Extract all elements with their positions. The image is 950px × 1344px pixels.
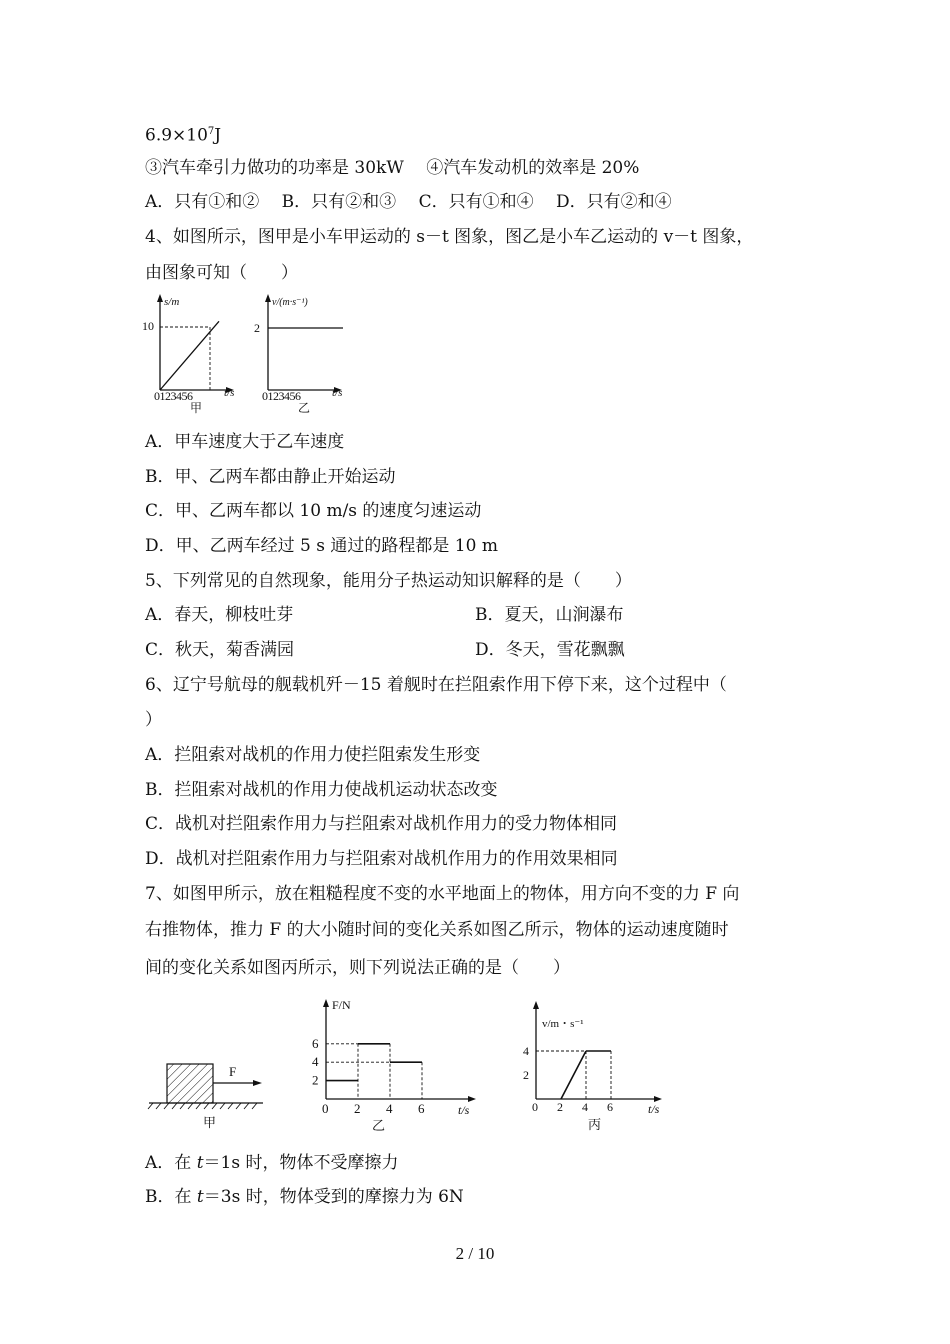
q6-option-c: C．战机对拦阻索作用力与拦阻索对战机作用力的受力物体相同 xyxy=(145,814,618,834)
q6-option-d: D．战机对拦阻索作用力与拦阻索对战机作用力的作用效果相同 xyxy=(145,849,618,869)
q4-jia-ytick: 10 xyxy=(142,319,154,333)
q7-yi-ytick-4: 4 xyxy=(312,1054,319,1070)
q7-stem-line1: 7、如图甲所示，放在粗糙程度不变的水平地面上的物体，用方向不变的力 F 向 xyxy=(145,884,740,904)
q7-bing-segment xyxy=(561,1051,586,1099)
q4-yi-ylabel: v/(m·s⁻¹) xyxy=(272,297,308,308)
q7-yi-y-arrow xyxy=(323,999,329,1007)
q6-stem-line1: 6、辽宁号航母的舰载机歼－15 着舰时在拦阻索作用下停下来，这个过程中（ xyxy=(145,675,727,695)
q7-bing-caption: 丙 xyxy=(588,1117,602,1132)
q4-yi-xlabel: t/s xyxy=(332,387,343,399)
q7-bing-xtick-6: 6 xyxy=(607,1100,613,1114)
q3-continuation xyxy=(145,121,221,147)
q7-block xyxy=(167,1064,213,1103)
q5-option-d: D．冬天，雪花飘飘 xyxy=(475,640,625,660)
q7-option-a xyxy=(145,1152,398,1174)
q4-yi-ytick: 2 xyxy=(254,321,260,335)
q3-cont-unit: J xyxy=(214,125,222,146)
q7-option-b-prefix: B．在 xyxy=(145,1187,197,1207)
q4-jia-caption: 甲 xyxy=(190,401,203,415)
q7-yi-caption: 乙 xyxy=(372,1118,386,1133)
q7-yi-xtick-2: 2 xyxy=(354,1101,361,1116)
q4-jia-y-arrow xyxy=(157,294,163,302)
page-number: 2 / 10 xyxy=(455,1244,495,1263)
q7-bing-ytick-4: 4 xyxy=(523,1044,529,1058)
q4-yi-xticks: 0123456 xyxy=(262,389,301,403)
q4-option-b: B．甲、乙两车都由静止开始运动 xyxy=(145,467,396,487)
q3-cont-exponent: 7 xyxy=(207,126,215,137)
q4-jia-xlabel: t/s xyxy=(224,387,235,399)
q3-cont-value: 6.9×10 xyxy=(145,125,208,146)
q4-option-a: A．甲车速度大于乙车速度 xyxy=(145,432,345,452)
q7-ground-hatch xyxy=(148,1103,257,1109)
q7-yi-ytick-2: 2 xyxy=(312,1072,319,1088)
q7-bing-ylabel: v/m・s⁻¹ xyxy=(542,1018,584,1030)
q7-yi-x-arrow xyxy=(468,1096,476,1102)
q7-bing-xtick-4: 4 xyxy=(582,1100,588,1114)
q4-jia-xticks: 0123456 xyxy=(154,389,193,403)
q7-force-arrowhead xyxy=(253,1080,262,1086)
q6-option-b: B．拦阻索对战机的作用力使战机运动状态改变 xyxy=(145,780,498,800)
q7-yi-ytick-6: 6 xyxy=(312,1035,319,1051)
q4-figure-yi xyxy=(250,290,360,415)
q4-figure-jia xyxy=(140,290,240,415)
q7-bing-xtick-2: 2 xyxy=(557,1100,563,1114)
q5-option-c: C．秋天，菊香满园 xyxy=(145,640,295,660)
q7-force-label: F xyxy=(229,1064,237,1079)
q7-bing-xlabel: t/s xyxy=(648,1102,660,1116)
q7-yi-xtick-6: 6 xyxy=(418,1101,425,1116)
q7-option-a-var: t xyxy=(196,1153,204,1173)
q7-option-a-prefix: A．在 xyxy=(145,1153,197,1173)
q3-statements: ③汽车牵引力做功的功率是 30kW ④汽车发动机的效率是 20% xyxy=(145,158,640,178)
q7-stem-line3: 间的变化关系如图丙所示，则下列说法正确的是（ ） xyxy=(145,958,570,978)
q4-stem-line2: 由图象可知（ ） xyxy=(145,263,298,283)
q4-option-d: D．甲、乙两车经过 5 s 通过的路程都是 10 m xyxy=(145,536,498,556)
q6-stem-line2: ） xyxy=(145,710,162,730)
q4-yi-y-arrow xyxy=(265,294,271,302)
q7-bing-y-arrow xyxy=(533,1001,539,1009)
q7-jia-caption: 甲 xyxy=(203,1115,217,1130)
q7-stem-line2: 右推物体，推力 F 的大小随时间的变化关系如图乙所示，物体的运动速度随时 xyxy=(145,920,729,940)
q7-bing-xtick-0: 0 xyxy=(532,1100,538,1114)
q7-figure-yi xyxy=(300,993,485,1135)
q7-yi-xlabel: t/s xyxy=(458,1103,470,1117)
q7-yi-ylabel: F/N xyxy=(332,998,351,1012)
q5-option-b: B．夏天，山涧瀑布 xyxy=(475,605,624,625)
q6-option-a: A．拦阻索对战机的作用力使拦阻索发生形变 xyxy=(145,745,481,765)
q4-yi-caption: 乙 xyxy=(298,401,311,415)
q7-option-a-text: ＝1s 时，物体不受摩擦力 xyxy=(203,1153,399,1173)
q4-option-c: C．甲、乙两车都以 10 m/s 的速度匀速运动 xyxy=(145,501,482,521)
q7-option-b-var: t xyxy=(196,1187,204,1207)
q4-jia-ylabel: s/m xyxy=(164,296,180,308)
q7-yi-xtick-4: 4 xyxy=(386,1101,393,1116)
q7-figure-jia xyxy=(145,1050,270,1135)
q4-stem-line1: 4、如图所示，图甲是小车甲运动的 s－t 图象，图乙是小车乙运动的 v－t 图象， xyxy=(145,227,754,247)
q7-option-b xyxy=(145,1186,464,1208)
q5-option-a: A．春天，柳枝吐芽 xyxy=(145,605,294,625)
q3-options: A．只有①和② B．只有②和③ C．只有①和④ D．只有②和④ xyxy=(145,192,672,212)
q7-figure-bing xyxy=(520,995,670,1135)
q7-yi-xtick-0: 0 xyxy=(322,1101,329,1116)
q7-bing-ytick-2: 2 xyxy=(523,1068,529,1082)
q5-stem: 5、下列常见的自然现象，能用分子热运动知识解释的是（ ） xyxy=(145,571,632,591)
q7-option-b-text: ＝3s 时，物体受到的摩擦力为 6N xyxy=(203,1187,464,1207)
